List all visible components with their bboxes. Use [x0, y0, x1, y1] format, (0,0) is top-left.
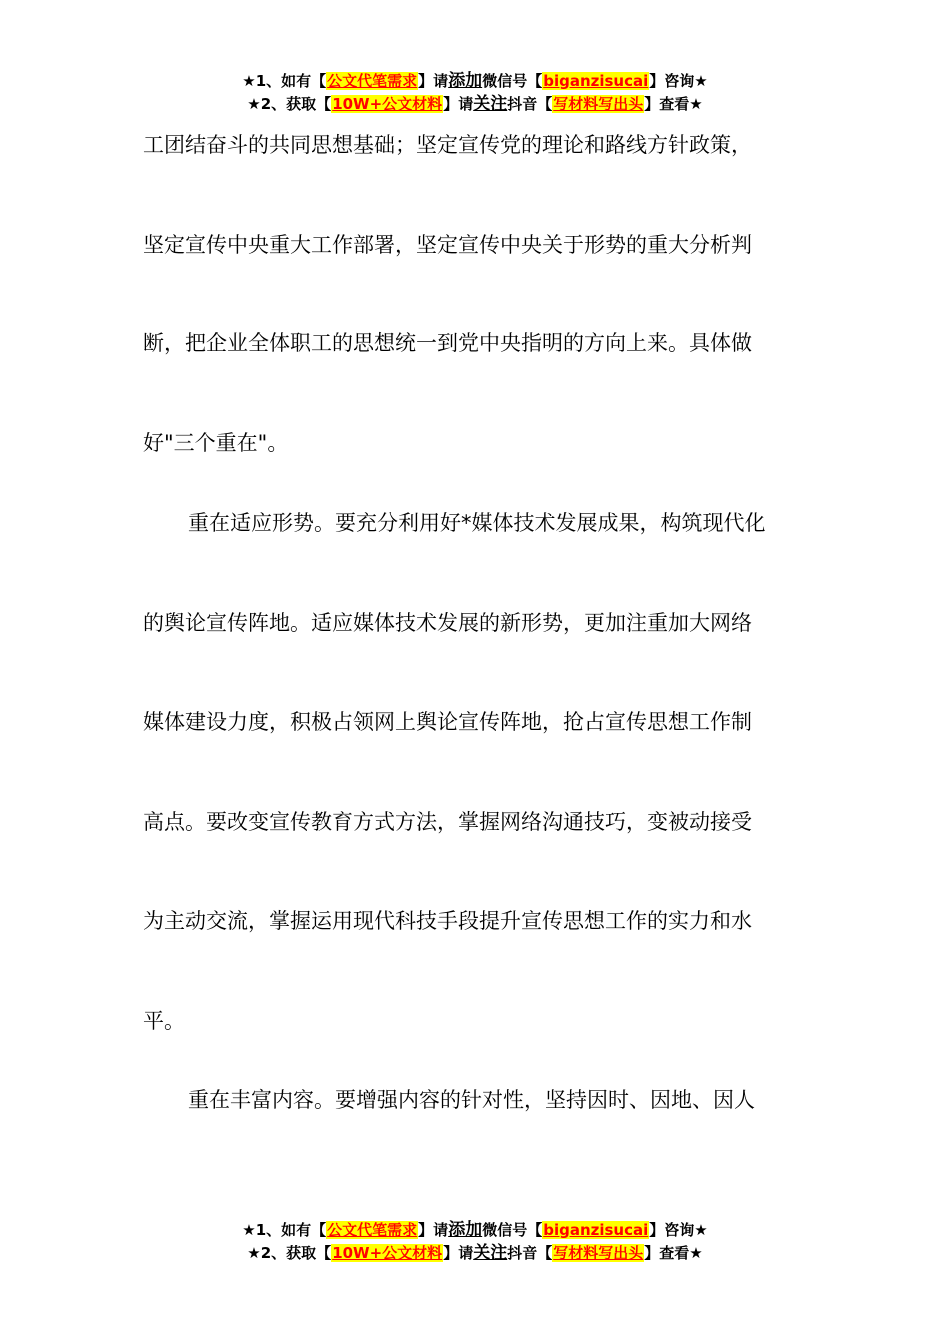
- footer-banner-line-2: [0, 1242, 950, 1265]
- footer-line-1-wechat-id: biganzisucai: [543, 1221, 649, 1239]
- banner-line-1-emphasis: 添加: [448, 71, 483, 91]
- header-banner: [0, 70, 950, 116]
- text-line: 平。: [143, 1009, 185, 1033]
- banner-line-1-mid2: 微信号【: [482, 72, 543, 90]
- footer-line-1-service-highlight: 公文代笔需求: [327, 1221, 418, 1239]
- banner-line-2-materials-highlight: 10W+公文材料: [332, 95, 443, 113]
- text-line: 的舆论宣传阵地。适应媒体技术发展的新形势，更加注重加大网络: [143, 611, 752, 635]
- footer-line-2-mid2: 抖音【: [507, 1244, 553, 1262]
- footer-line-1-mid: 】请: [418, 1221, 449, 1239]
- banner-line-1: [0, 70, 950, 93]
- banner-line-2-emphasis: 关注: [473, 94, 508, 114]
- paragraph-start-line: 重在适应形势。要充分利用好*媒体技术发展成果，构筑现代化: [188, 511, 766, 535]
- footer-line-2-prefix: ★2、获取【: [247, 1244, 332, 1262]
- banner-line-1-suffix: 】咨询★: [649, 72, 708, 90]
- banner-line-1-wechat-id: biganzisucai: [543, 72, 649, 90]
- banner-line-1-mid: 】请: [418, 72, 449, 90]
- footer-line-2-suffix: 】查看★: [644, 1244, 703, 1262]
- text-line: 好"三个重在"。: [143, 431, 289, 455]
- banner-line-1-service-highlight: 公文代笔需求: [327, 72, 418, 90]
- footer-line-2-douyin-id: 写材料写出头: [553, 1244, 644, 1262]
- text-line: 为主动交流，掌握运用现代科技手段提升宣传思想工作的实力和水: [143, 909, 752, 933]
- footer-line-1-prefix: ★1、如有【: [242, 1221, 327, 1239]
- banner-line-2-suffix: 】查看★: [644, 95, 703, 113]
- banner-line-2-prefix: ★2、获取【: [247, 95, 332, 113]
- banner-line-2-mid: 】请: [443, 95, 474, 113]
- text-line: 工团结奋斗的共同思想基础；坚定宣传党的理论和路线方针政策，: [143, 133, 752, 157]
- footer-banner: [0, 1219, 950, 1265]
- footer-line-1-emphasis: 添加: [448, 1220, 483, 1240]
- paragraph-start-line: 重在丰富内容。要增强内容的针对性，坚持因时、因地、因人: [188, 1088, 755, 1112]
- footer-line-1-suffix: 】咨询★: [649, 1221, 708, 1239]
- banner-line-2-douyin-id: 写材料写出头: [553, 95, 644, 113]
- banner-line-1-prefix: ★1、如有【: [242, 72, 327, 90]
- banner-line-2-mid2: 抖音【: [507, 95, 553, 113]
- text-line: 断，把企业全体职工的思想统一到党中央指明的方向上来。具体做: [143, 331, 752, 355]
- text-line: 媒体建设力度，积极占领网上舆论宣传阵地，抢占宣传思想工作制: [143, 710, 752, 734]
- text-line: 高点。要改变宣传教育方式方法，掌握网络沟通技巧，变被动接受: [143, 810, 752, 834]
- footer-line-2-materials-highlight: 10W+公文材料: [332, 1244, 443, 1262]
- text-line: 坚定宣传中央重大工作部署，坚定宣传中央关于形势的重大分析判: [143, 233, 752, 257]
- footer-line-2-emphasis: 关注: [473, 1243, 508, 1263]
- footer-line-1-mid2: 微信号【: [482, 1221, 543, 1239]
- footer-banner-line-1: [0, 1219, 950, 1242]
- banner-line-2: [0, 93, 950, 116]
- footer-line-2-mid: 】请: [443, 1244, 474, 1262]
